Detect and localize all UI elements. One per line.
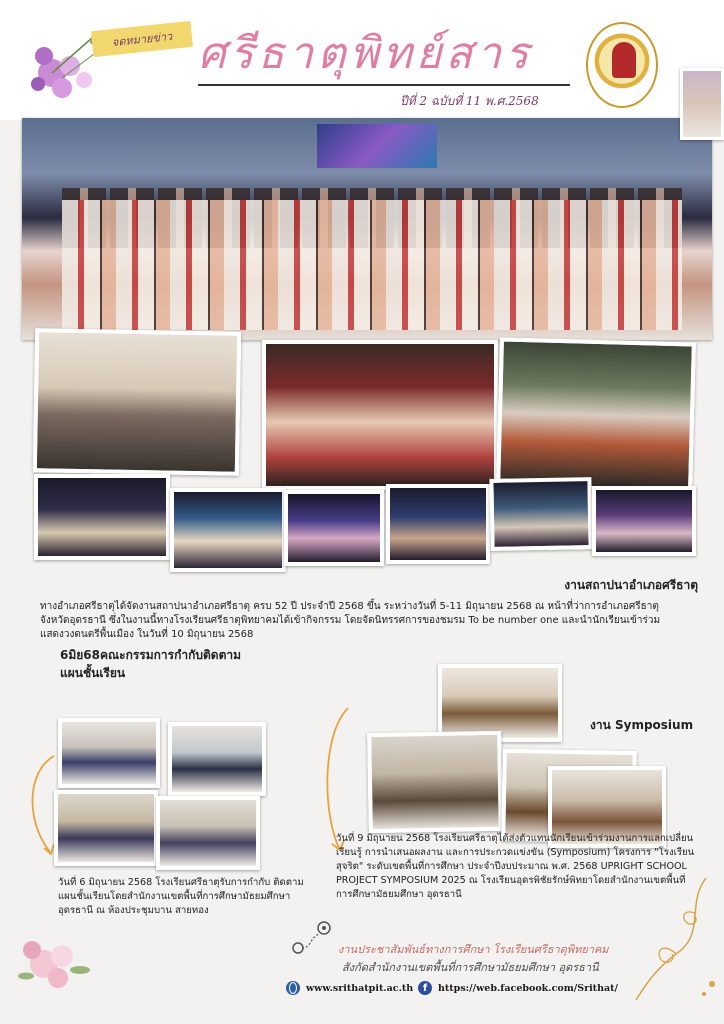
photo-meeting-4 bbox=[156, 796, 260, 870]
section-body-class-plan: วันที่ 6 มิถุนายน 2568 โรงเรียนศรีธาตุรับการกำกับ ติดตามแผนชั้นเรียนโดยสำนักงานเขตพื้นที่การศึกษามัธยมศึกษาอุดรธานี ณ ห้องประชุมบาน สายทอง bbox=[58, 877, 304, 916]
section-body-anniversary: ทางอำเภอศรีธาตุได้จัดงานสถาปนาอำเภอศรีธาตุ ครบ 52 ปี ประจำปี 2568 ขึ้น ระหว่างวันที่ 5-11 มิถุนายน 2568 ณ หน้าที่ว่าการอำเภอศรีธาตุ จังหวัดอุดรธานี ซึ่งในงานนี้ทางโรงเรียนศรีธาตุพิทยาคมได้เข้ากิจกรรม โดยจัดนิทรรศการของชมรม To be number one และนำนักเรียนเข้าร่วมแสดงวงดนตรีพื้นเมือง ในวันที่ 10 มิถุนายน 2568 bbox=[40, 601, 661, 640]
photo-music-performance-1 bbox=[34, 474, 170, 560]
photo-ceremony-stage bbox=[262, 340, 498, 490]
school-logo bbox=[586, 22, 658, 108]
photo-meeting-2 bbox=[168, 722, 266, 796]
flower-icon bbox=[14, 924, 106, 1000]
photo-side-thumbnail bbox=[680, 68, 724, 140]
footer-links bbox=[286, 978, 646, 998]
facebook-icon: f bbox=[418, 981, 432, 995]
photo-music-performance-4 bbox=[386, 484, 490, 564]
photo-meeting-3 bbox=[54, 790, 158, 866]
section-title-class-plan: 6มิย68คณะกรรมการกำกับติดตามแผนชั้นเรียน bbox=[60, 648, 242, 680]
masthead-title: ศรีธาตุพิทย์สาร bbox=[198, 28, 533, 79]
photo-music-performance-6 bbox=[592, 486, 696, 556]
photo-music-performance-3 bbox=[284, 490, 384, 566]
newsletter-header bbox=[0, 0, 724, 120]
photo-symposium-2 bbox=[367, 731, 503, 833]
masthead-divider bbox=[198, 84, 570, 86]
newsletter-tag: จดหมายข่าว bbox=[91, 21, 193, 57]
photo-music-performance-5 bbox=[489, 477, 592, 551]
section-body-symposium: วันที่ 9 มิถุนายน 2568 โรงเรียนศรีธาตุได้ส่งตัวแทนนักเรียนเข้าร่วมงานการแลกเปลี่ยนเรียนรู้ การนำเสนอผลงาน และการประกวดแข่งขัน (Symposium) โครงการ "โรงเรียนสุจริต" ระดับเขตพื้นที่การศึกษา ประจำปีงบประมาณ พ.ศ. 2568 UPRIGHT SCHOOL PROJECT SYMPOSIUM 2025 ณ โรงเรียนอุดรพิชัยรักษ์พิทยาโดยสำนักงานเขตพื้นที่การศึกษามัธยมศึกษา อุดรธานี bbox=[336, 833, 695, 900]
photo-meeting-1 bbox=[58, 718, 160, 788]
facebook-url[interactable]: https://web.facebook.com/Srithat/ bbox=[438, 982, 618, 994]
photo-crowd bbox=[62, 200, 682, 330]
footer-affiliation: สังกัดสำนักงานเขตพื้นที่การศึกษามัธยมศึกษา อุดรธานี bbox=[342, 961, 599, 974]
route-icon bbox=[288, 918, 336, 958]
issue-number: ปีที่ 2 ฉบับที่ 11 พ.ศ.2568 bbox=[400, 94, 539, 108]
globe-icon bbox=[286, 981, 300, 995]
photo-stage-screen bbox=[317, 124, 437, 168]
section-title-anniversary: งานสถาปนาอำเภอศรีธาตุ bbox=[564, 578, 698, 592]
photo-district-anniversary-group bbox=[22, 118, 712, 340]
photo-exhibition-booth bbox=[33, 328, 241, 476]
logo-emblem bbox=[612, 42, 636, 78]
section-title-symposium: งาน Symposium bbox=[590, 718, 694, 732]
footer-organization: งานประชาสัมพันธ์ทางการศึกษา โรงเรียนศรีธาตุพิทยาคม bbox=[338, 943, 609, 956]
website-url[interactable]: www.srithatpit.ac.th bbox=[306, 982, 414, 994]
website-link[interactable] bbox=[286, 978, 413, 998]
photo-music-performance-2 bbox=[170, 488, 286, 572]
facebook-link[interactable] bbox=[418, 978, 618, 998]
flourish-ornament bbox=[626, 874, 718, 1004]
photo-exhibition-visit bbox=[496, 337, 696, 492]
